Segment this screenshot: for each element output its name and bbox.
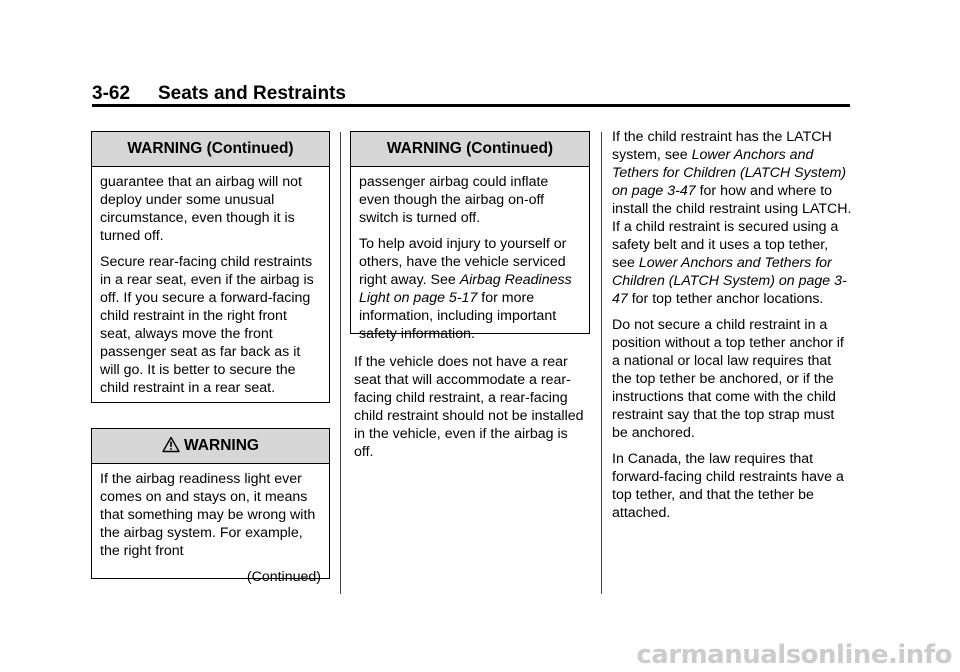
- cross-reference: Lower Anchors and Tethers for Children (LATCH System) on page 3-47: [612, 147, 847, 199]
- warning-heading: [92, 429, 329, 464]
- cross-reference: Airbag Readiness Light on page 5-17: [359, 272, 572, 306]
- warning-text: guarantee that an airbag will not deploy under some unusual circumstance, even though it is turned off.: [100, 174, 302, 244]
- warning-box-continued-middle: [350, 131, 590, 342]
- watermark: carmanualsonline.info: [636, 640, 952, 670]
- warning-heading-label: WARNING: [184, 437, 259, 454]
- middle-column-text: [354, 353, 590, 469]
- right-column-text: [612, 128, 852, 530]
- body-paragraph: In Canada, the law requires that forward-facing child restraints have a top tether, and that the tether be attached.: [612, 451, 844, 521]
- warning-heading: WARNING (Continued): [351, 132, 589, 167]
- warning-heading: WARNING (Continued): [92, 132, 329, 167]
- warning-text: To help avoid injury to yourself or others, have the vehicle serviced right away. See Airbag Readiness Light on page 5-17 for more information, including important safety information.: [359, 236, 572, 342]
- body-paragraph: If the child restraint has the LATCH system, see Lower Anchors and Tethers for Children (LATCH System) on page 3-47 for how and where to install the child restraint using LATCH. If a child restraint is secured using a safety belt and it uses a top tether, see Lower Anchors and Tethers for Children (LATCH System) on page 3-47 for top tether anchor locations.: [612, 129, 852, 307]
- cross-reference: Lower Anchors and Tethers for Children (LATCH System) on page 3-47: [612, 255, 847, 307]
- warning-box-airbag-light: [91, 428, 330, 585]
- section-title: Seats and Restraints: [158, 83, 346, 104]
- warning-triangle-icon: [162, 436, 180, 453]
- page-number: 3-62: [92, 83, 131, 104]
- warning-text: passenger airbag could inflate even though the airbag on-off switch is turned off.: [359, 174, 549, 226]
- page-header: [92, 82, 850, 106]
- continued-label: (Continued): [246, 569, 321, 585]
- header-rule: [92, 104, 850, 107]
- warning-text: If the airbag readiness light ever comes on and stays on, it means that something may be wrong with the airbag system. For example, the right front: [100, 471, 316, 559]
- warning-box-continued-left: [91, 131, 330, 403]
- warning-text: Secure rear-facing child restraints in a rear seat, even if the airbag is off. If you secure a forward-facing child restraint in the right front seat, always move the front passenger seat as far back as it will go. It is better to secure the child restraint in a rear seat.: [100, 254, 314, 396]
- column-divider-1: [340, 132, 341, 594]
- body-paragraph: If the vehicle does not have a rear seat that will accommodate a rear-facing child restraint, a rear-facing child restraint should not be installed in the vehicle, even if the airbag is off.: [354, 354, 584, 460]
- column-divider-2: [601, 132, 602, 594]
- body-paragraph: Do not secure a child restraint in a position without a top tether anchor if a national or local law requires that the top tether be anchored, or if the instructions that come with the child restraint say that the top strap must be anchored.: [612, 317, 844, 441]
